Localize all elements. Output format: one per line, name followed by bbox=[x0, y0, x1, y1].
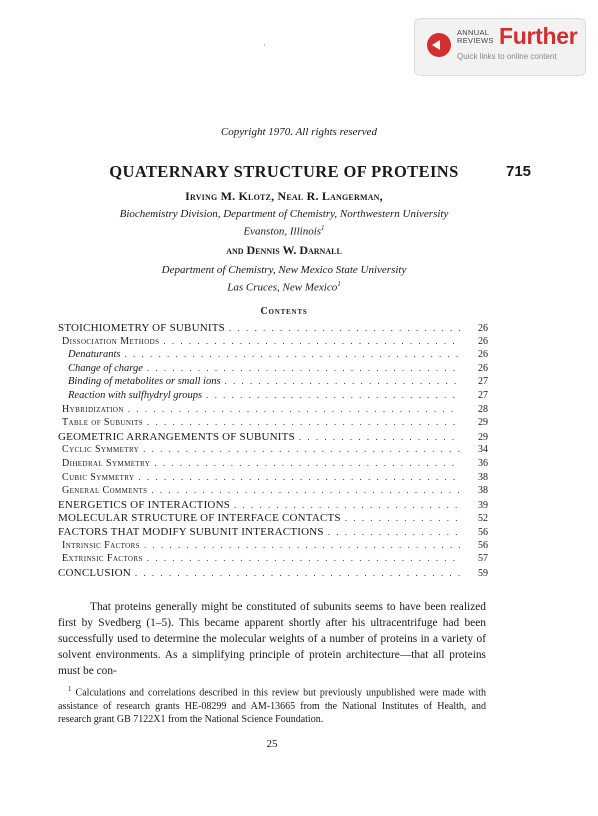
toc-leader bbox=[163, 336, 460, 346]
toc-entry[interactable] bbox=[58, 336, 488, 350]
toc-leader bbox=[345, 513, 460, 523]
toc-page: 57 bbox=[478, 553, 488, 565]
toc-page: 27 bbox=[478, 389, 488, 401]
toc-label: ENERGETICS OF INTERACTIONS bbox=[58, 498, 231, 511]
authors-second: and Dennis W. Darnall bbox=[226, 243, 342, 257]
toc-leader bbox=[144, 540, 460, 550]
footnote-mark: 1 bbox=[321, 224, 325, 232]
brand-name bbox=[457, 29, 497, 45]
toc-label: Binding of metabolites or small ions bbox=[68, 376, 221, 388]
toc-label: GEOMETRIC ARRANGEMENTS OF SUBUNITS bbox=[58, 430, 295, 443]
toc-entry[interactable] bbox=[58, 526, 488, 540]
toc-label: Reaction with sulfhydryl groups bbox=[68, 389, 203, 401]
contents-heading: Contents bbox=[260, 306, 308, 317]
affiliation-second bbox=[0, 263, 568, 295]
toc-label: FACTORS THAT MODIFY SUBUNIT INTERACTIONS bbox=[58, 525, 324, 538]
toc-entry[interactable] bbox=[58, 567, 488, 581]
toc-page: 52 bbox=[478, 513, 488, 525]
toc-label: General Comments bbox=[62, 485, 148, 497]
article-title: QUATERNARY STRUCTURE OF PROTEINS bbox=[109, 162, 459, 181]
toc-entry[interactable] bbox=[58, 390, 488, 404]
toc-page: 26 bbox=[478, 323, 488, 334]
affiliation-second-line1: Department of Chemistry, New Mexico State University bbox=[161, 264, 407, 276]
toc-label: Intrinsic Factors bbox=[62, 539, 140, 551]
footnote-text: Calculations and correlations described in this review but previously unpublished were made with assistance of research grants HE-08299 and AM-13665 from the National Institutes of Health, and research grant GB 7122X1 from the National Science Foundation. bbox=[58, 687, 486, 726]
toc-page: 29 bbox=[478, 417, 488, 429]
toc-page: 26 bbox=[478, 349, 488, 361]
toc-label: Extrinsic Factors bbox=[62, 553, 143, 565]
toc-entry[interactable] bbox=[58, 472, 488, 486]
page-number-bottom: 25 bbox=[266, 738, 278, 750]
toc-leader bbox=[143, 444, 460, 454]
toc-label: MOLECULAR STRUCTURE OF INTERFACE CONTACTS bbox=[58, 512, 341, 525]
toc-leader bbox=[154, 458, 460, 468]
brand-line-1: ANNUAL bbox=[457, 28, 490, 37]
toc-leader bbox=[128, 404, 460, 414]
toc-leader bbox=[125, 349, 461, 359]
footnote-mark: 1 bbox=[68, 685, 72, 693]
affiliation-first-city: Evanston, Illinois bbox=[243, 225, 322, 238]
toc-entry[interactable] bbox=[58, 485, 488, 499]
toc-page: 26 bbox=[478, 335, 488, 347]
toc-entry[interactable] bbox=[58, 540, 488, 554]
footnote bbox=[58, 683, 486, 727]
toc-leader bbox=[206, 390, 460, 400]
toc-page: 56 bbox=[478, 526, 488, 538]
table-of-contents bbox=[58, 322, 488, 580]
toc-page: 34 bbox=[478, 444, 488, 456]
copyright-notice: Copyright 1970. All rights reserved bbox=[220, 126, 378, 138]
toc-leader bbox=[138, 472, 460, 482]
toc-leader bbox=[328, 527, 460, 537]
affiliation-first bbox=[0, 207, 568, 239]
toc-entry[interactable] bbox=[58, 553, 488, 567]
toc-entry[interactable] bbox=[58, 512, 488, 526]
toc-entry[interactable] bbox=[58, 444, 488, 458]
toc-entry[interactable] bbox=[58, 431, 488, 445]
toc-entry[interactable] bbox=[58, 376, 488, 390]
toc-page: 38 bbox=[478, 471, 488, 483]
toc-entry[interactable] bbox=[58, 404, 488, 418]
toc-leader bbox=[147, 417, 460, 427]
toc-entry[interactable] bbox=[58, 349, 488, 363]
toc-entry[interactable] bbox=[58, 499, 488, 513]
page-number-top: 715 bbox=[506, 163, 532, 180]
toc-page: 56 bbox=[478, 539, 488, 551]
toc-entry[interactable] bbox=[58, 363, 488, 377]
affiliation-first-line2 bbox=[0, 221, 568, 239]
toc-leader bbox=[234, 500, 460, 510]
footnote-mark: 1 bbox=[337, 280, 341, 288]
toc-label: Change of charge bbox=[68, 362, 143, 374]
toc-leader bbox=[135, 568, 460, 578]
toc-label: CONCLUSION bbox=[58, 566, 131, 579]
toc-leader bbox=[225, 376, 460, 386]
scan-mark bbox=[264, 44, 265, 46]
toc-page: 39 bbox=[478, 499, 488, 511]
toc-leader bbox=[299, 432, 460, 442]
toc-label: Hybridization bbox=[62, 403, 124, 415]
toc-label: Dissociation Methods bbox=[62, 335, 160, 347]
toc-leader bbox=[151, 485, 460, 495]
affiliation-second-city: Las Cruces, New Mexico bbox=[227, 281, 338, 294]
annual-reviews-logo-icon bbox=[427, 33, 451, 57]
toc-label: Denaturants bbox=[68, 349, 121, 361]
toc-entry[interactable] bbox=[58, 417, 488, 431]
toc-page: 59 bbox=[478, 567, 488, 579]
further-badge[interactable] bbox=[414, 18, 586, 76]
body-paragraph: That proteins generally might be constituted of subunits seems to have been realized first by Svedberg (1–5). This became apparent shortly after his ultracentrifuge had been successfully used to determine the molecular weights of a number of proteins in a variety of solvent environments. As a simplifying principle of protein architecture—that all proteins must be con- bbox=[58, 601, 486, 677]
toc-page: 26 bbox=[478, 362, 488, 374]
toc-label: Cubic Symmetry bbox=[62, 471, 135, 483]
toc-entry[interactable] bbox=[58, 458, 488, 472]
further-word: Further bbox=[499, 23, 578, 49]
toc-leader bbox=[147, 363, 460, 373]
affiliation-second-line2 bbox=[0, 277, 568, 295]
toc-leader bbox=[229, 323, 460, 333]
toc-page: 36 bbox=[478, 457, 488, 469]
toc-page: 27 bbox=[478, 376, 488, 388]
authors-first: Irving M. Klotz, Neal R. Langerman, bbox=[185, 189, 383, 203]
toc-entry[interactable] bbox=[58, 322, 488, 336]
toc-page: 29 bbox=[478, 431, 488, 443]
toc-leader bbox=[147, 553, 460, 563]
toc-page: 38 bbox=[478, 485, 488, 497]
toc-label: STOICHIOMETRY OF SUBUNITS bbox=[58, 322, 225, 334]
further-subtitle: Quick links to online content bbox=[457, 52, 557, 61]
affiliation-first-line1: Biochemistry Division, Department of Chemistry, Northwestern University bbox=[119, 208, 449, 220]
toc-page: 28 bbox=[478, 403, 488, 415]
brand-line-2: REVIEWS bbox=[457, 36, 494, 45]
toc-label: Table of Subunits bbox=[62, 417, 144, 429]
toc-label: Cyclic Symmetry bbox=[62, 444, 140, 456]
toc-label: Dihedral Symmetry bbox=[62, 457, 151, 469]
